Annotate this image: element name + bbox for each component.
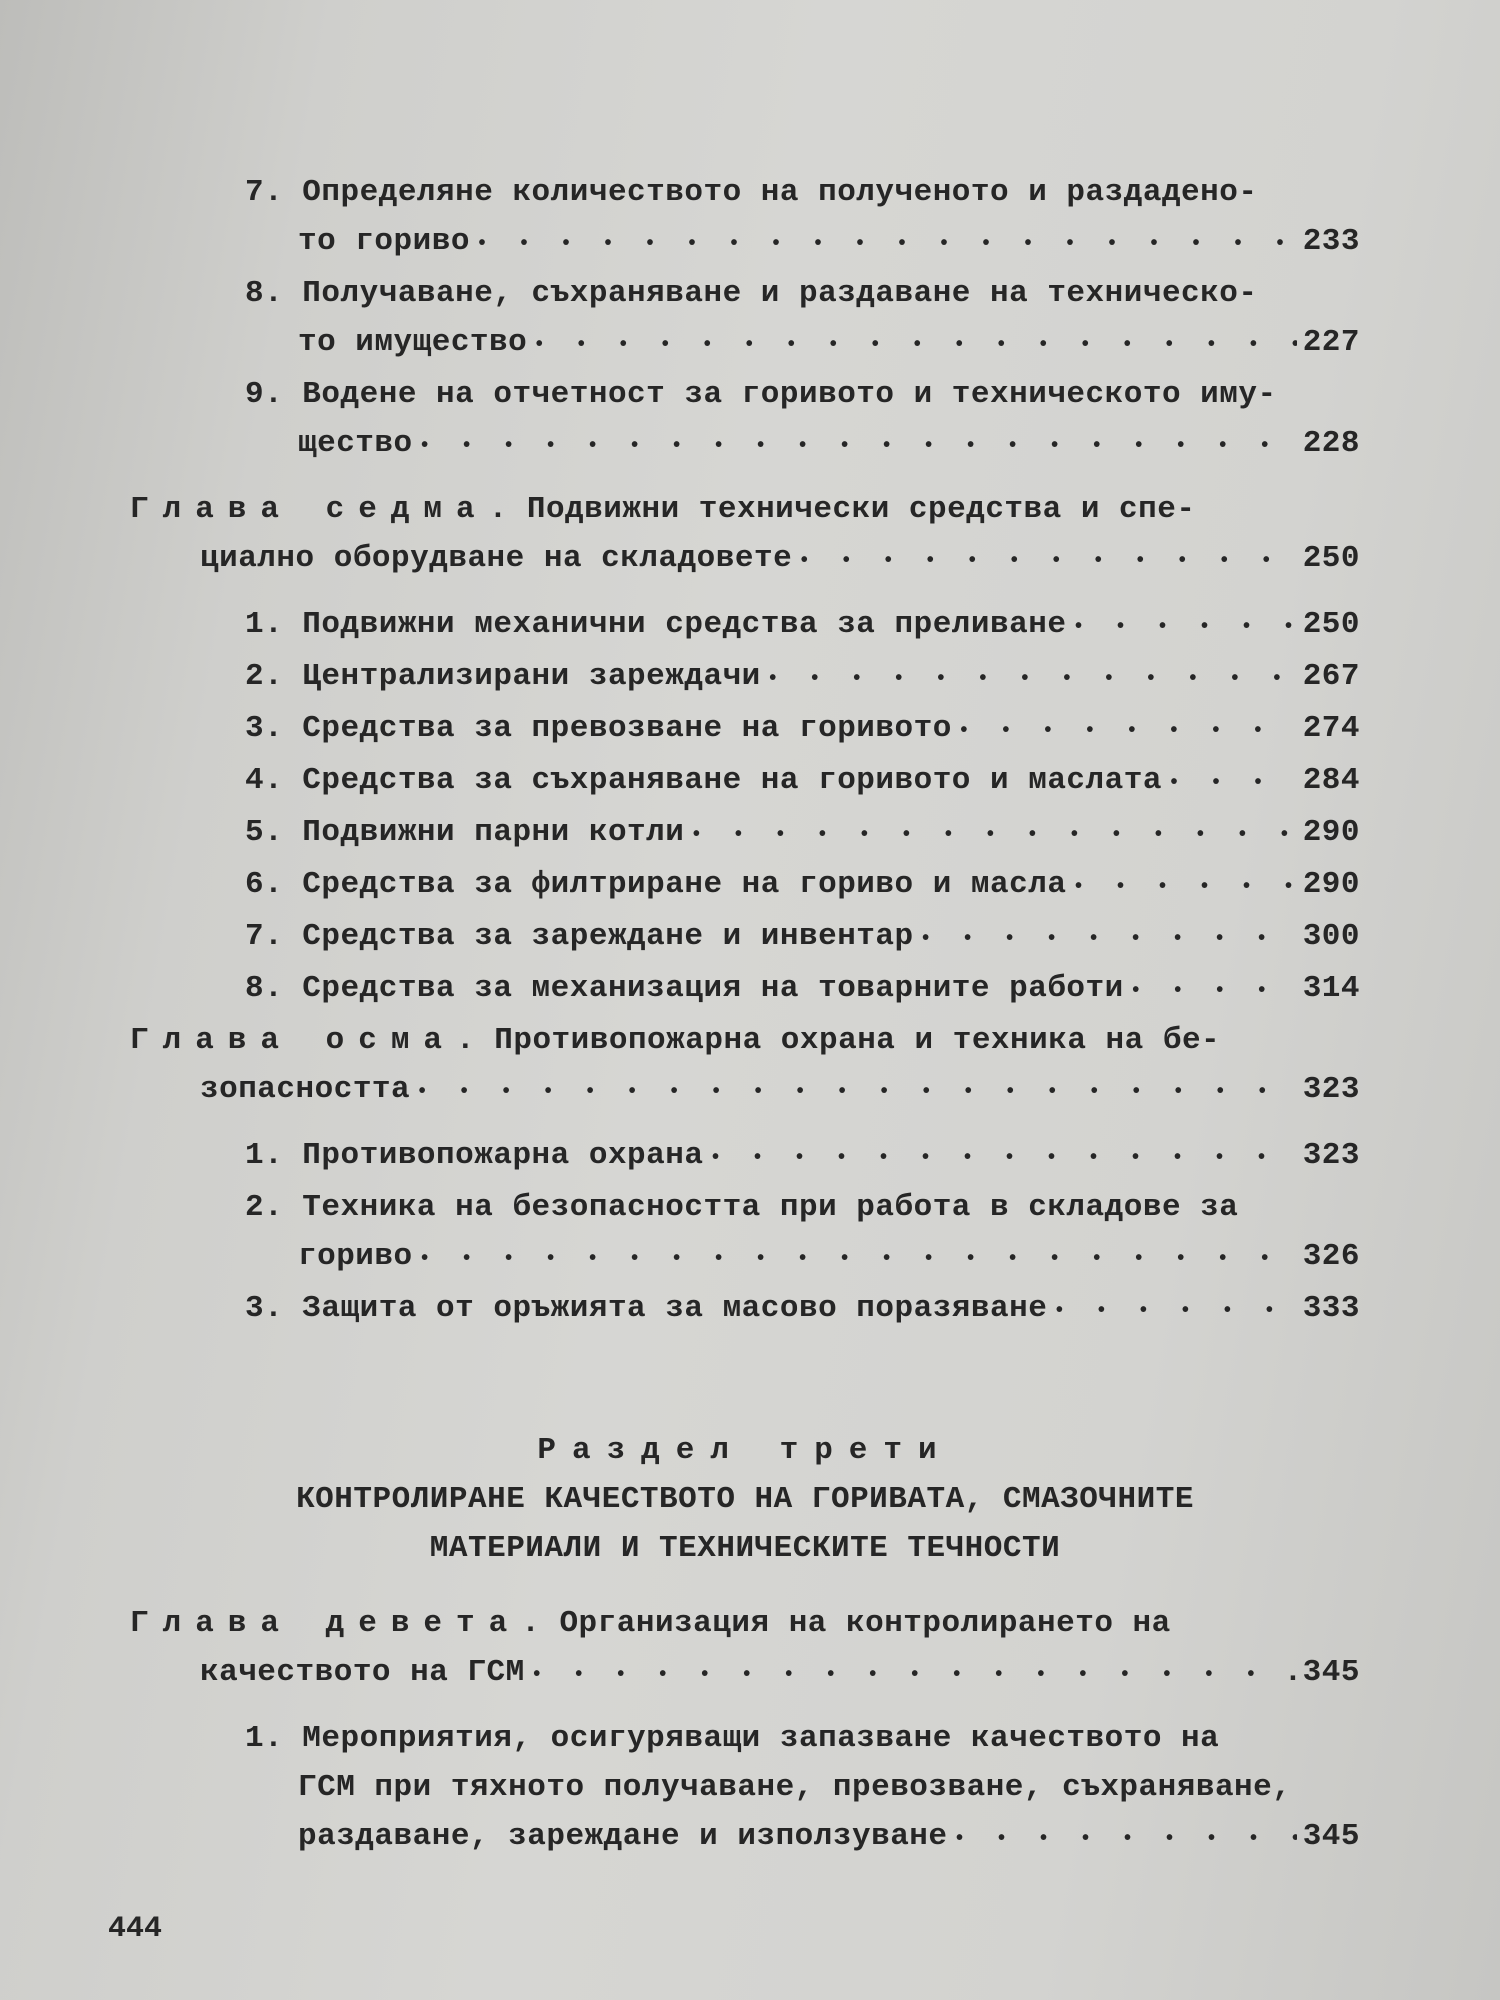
leader-dots: [533, 318, 1296, 370]
chapter-heading: [130, 1016, 1360, 1117]
toc-entry-text: 2. Централизирани зареждачи: [245, 659, 761, 694]
leader-dots: [954, 1812, 1297, 1864]
chapter-heading: [130, 485, 1360, 586]
leader-dots: [690, 808, 1296, 860]
leader-dots: [709, 1131, 1296, 1183]
leader-dots: [531, 1648, 1278, 1700]
toc-entry: [130, 1183, 1360, 1284]
toc-page-number: 274: [1302, 711, 1360, 746]
toc-page-number: 267: [1302, 659, 1360, 694]
toc-page-number: 333: [1302, 1291, 1360, 1326]
toc-page-number: 326: [1302, 1239, 1360, 1274]
toc-page-number: 250: [1302, 607, 1360, 642]
toc-entry-text: то имущество: [298, 325, 528, 360]
toc-entry: [130, 860, 1360, 912]
toc-entry-text: 1. Мероприятия, осигуряващи запазване качеството на: [245, 1721, 1220, 1756]
toc-entry-text: 7. Средства за зареждане и инвентар: [245, 919, 914, 954]
leader-dots: [419, 1232, 1297, 1284]
leader-dots: [798, 534, 1296, 586]
toc-page-number: 323: [1302, 1138, 1360, 1173]
toc-entry-text: то гориво: [298, 224, 470, 259]
leader-dots: [416, 1065, 1297, 1117]
toc-entry-text: раздаване, зареждане и използуване: [298, 1819, 948, 1854]
toc-entry: [130, 168, 1360, 269]
toc-entry: [130, 652, 1360, 704]
leader-dots: [1072, 860, 1296, 912]
chapter-title: зопасността: [200, 1072, 411, 1107]
chapter-title: циално оборудване на складовете: [200, 541, 793, 576]
toc-page-number: 228: [1302, 426, 1360, 461]
toc-entry-text: 2. Техника на безопасността при работа в складове за: [245, 1190, 1239, 1225]
toc-entry-text: 8. Получаване, съхраняване и раздаване на техническо-: [245, 276, 1258, 311]
toc-entry: [130, 756, 1360, 808]
toc-entry: [130, 1714, 1360, 1864]
leader-dots: [476, 217, 1297, 269]
toc-entry: [130, 704, 1360, 756]
toc-page-number: 284: [1302, 763, 1360, 798]
chapter-label: Глава седма: [130, 492, 489, 527]
toc-entry-text: 3. Защита от оръжията за масово поразяване: [245, 1291, 1048, 1326]
toc-entry-text: щество: [298, 426, 413, 461]
toc-page-number: 300: [1302, 919, 1360, 954]
chapter-label: Глава осма: [130, 1023, 457, 1058]
toc-page-number: 250: [1302, 541, 1360, 576]
leader-dots: [1053, 1284, 1296, 1336]
toc-entry: [130, 370, 1360, 471]
toc-entry: [130, 1131, 1360, 1183]
toc-page-number: 290: [1302, 867, 1360, 902]
toc-entry-text: 4. Средства за съхраняване на горивото и маслата: [245, 763, 1162, 798]
section-title: КОНТРОЛИРАНЕ КАЧЕСТВОТО НА ГОРИВАТА, СМАЗОЧНИТЕ: [296, 1482, 1194, 1517]
toc-entry: [130, 269, 1360, 370]
toc-entry: [130, 912, 1360, 964]
toc-entry: [130, 1284, 1360, 1336]
toc-entry-text: 3. Средства за превозване на горивото: [245, 711, 952, 746]
section-heading: [130, 1426, 1360, 1573]
toc-page-number: .345: [1283, 1655, 1360, 1690]
toc-entry-text: 7. Определяне количеството на полученото и раздадено-: [245, 175, 1258, 210]
toc-page-number: 290: [1302, 815, 1360, 850]
toc-entry-text: 9. Водене на отчетност за горивото и техническото иму-: [245, 377, 1277, 412]
toc-page-number: 345: [1302, 1819, 1360, 1854]
leader-dots: [1168, 756, 1297, 808]
leader-dots: [419, 419, 1297, 471]
leader-dots: [958, 704, 1297, 756]
chapter-heading: [130, 1599, 1360, 1700]
page-number: 444: [108, 1912, 163, 1946]
toc-entry: [130, 964, 1360, 1016]
toc-page-number: 233: [1302, 224, 1360, 259]
toc-entry-text: ГСМ при тяхното получаване, превозване, съхраняване,: [298, 1770, 1292, 1805]
toc-entry-text: 1. Подвижни механични средства за преливане: [245, 607, 1067, 642]
leader-dots: [1072, 600, 1296, 652]
toc-entry: [130, 600, 1360, 652]
toc-page-number: 323: [1302, 1072, 1360, 1107]
chapter-label: Глава девета: [130, 1606, 522, 1641]
toc-entry-text: гориво: [298, 1239, 413, 1274]
chapter-title: . Противопожарна охрана и техника на бе-: [456, 1023, 1221, 1058]
toc-page-number: 227: [1302, 325, 1360, 360]
chapter-title: . Подвижни технически средства и спе-: [488, 492, 1196, 527]
toc-entry-text: 6. Средства за филтриране на гориво и масла: [245, 867, 1067, 902]
toc-entry-text: 8. Средства за механизация на товарните работи: [245, 971, 1124, 1006]
chapter-title: качеството на ГСМ: [200, 1655, 525, 1690]
toc-page-number: 314: [1302, 971, 1360, 1006]
toc-entry: [130, 808, 1360, 860]
leader-dots: [767, 652, 1297, 704]
section-title: МАТЕРИАЛИ И ТЕХНИЧЕСКИТЕ ТЕЧНОСТИ: [429, 1531, 1061, 1566]
toc-entry-text: 5. Подвижни парни котли: [245, 815, 685, 850]
chapter-title: . Организация на контролирането на: [521, 1606, 1171, 1641]
leader-dots: [1130, 964, 1297, 1016]
leader-dots: [920, 912, 1297, 964]
table-of-contents: [130, 168, 1360, 1864]
toc-entry-text: 1. Противопожарна охрана: [245, 1138, 704, 1173]
section-label: Раздел трети: [537, 1433, 953, 1468]
